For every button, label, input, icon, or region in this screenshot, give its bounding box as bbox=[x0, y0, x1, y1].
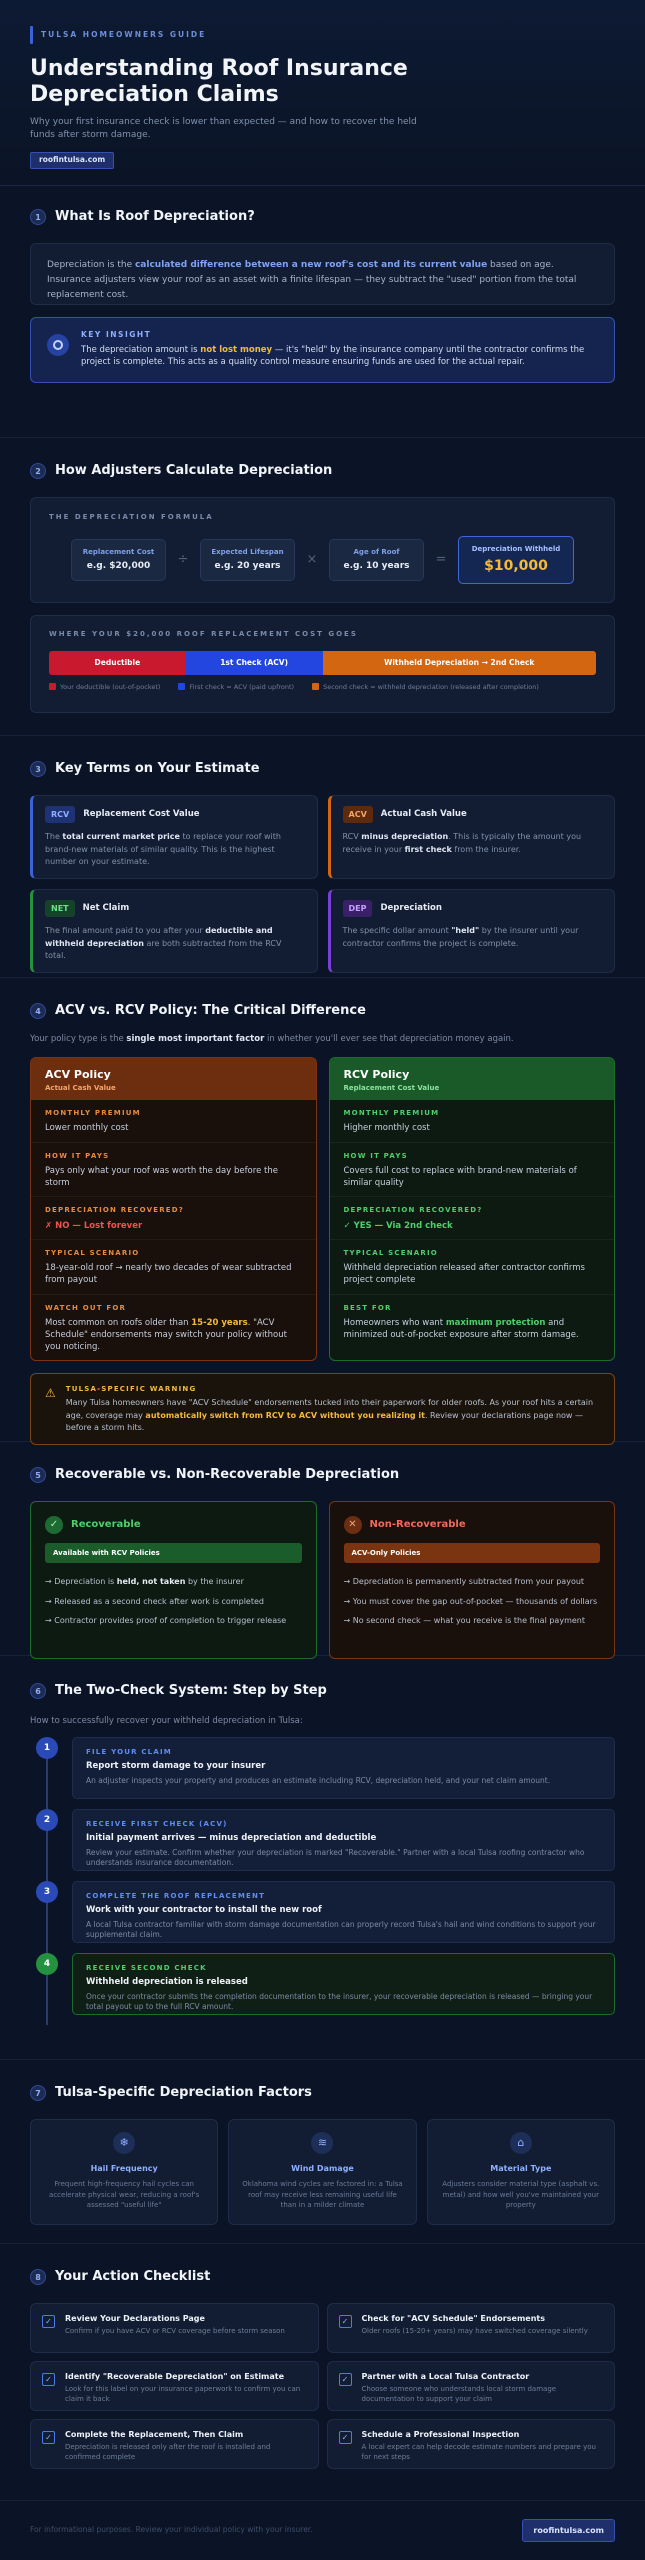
key-insight-card bbox=[30, 317, 615, 383]
term-card-acv bbox=[328, 795, 616, 879]
section-recoverable bbox=[0, 1442, 645, 1656]
formula-replacement-cost: Replacement Cost e.g. $20,000 bbox=[71, 539, 166, 581]
list-item: → Depreciation is held, not taken by the insurer bbox=[45, 1576, 244, 1586]
term-text: RCV minus depreciation. This is typically the amount you receive in your first check from the insurer. bbox=[342, 832, 582, 854]
factor-text: Adjusters consider material type (asphalt vs. metal) and how well you've maintained your property bbox=[442, 2180, 600, 2209]
page-title: Understanding Roof Insurance Depreciation Claims bbox=[30, 56, 408, 107]
checklist-item[interactable]: ✓ Partner with a Local Tulsa Contractor Choose someone who understands local storm damage documentation to support your claim bbox=[327, 2361, 616, 2411]
section-title: How Adjusters Calculate Depreciation bbox=[55, 463, 333, 478]
policy-row: TYPICAL SCENARIO 18-year-old roof → nearly two decades of wear subtracted from payout bbox=[31, 1240, 316, 1295]
recoverable-comparison bbox=[30, 1501, 615, 1659]
divide-operator: ÷ bbox=[177, 551, 189, 567]
policy-row: MONTHLY PREMIUM Lower monthly cost bbox=[31, 1100, 316, 1142]
factor-text: Oklahoma wind cycles are factored in: a Tulsa roof may receive less remaining useful life than in a milder climate bbox=[242, 2180, 403, 2209]
section-number: 4 bbox=[30, 1003, 46, 1019]
section-title: Recoverable vs. Non-Recoverable Depreciation bbox=[55, 1467, 400, 1482]
section-number: 5 bbox=[30, 1467, 46, 1483]
checkbox-icon[interactable]: ✓ bbox=[339, 2373, 352, 2386]
recoverable-card bbox=[30, 1501, 317, 1659]
term-badge: NET bbox=[45, 900, 75, 918]
factors-grid bbox=[30, 2119, 615, 2225]
policy-row: HOW IT PAYS Pays only what your roof was worth the day before the storm bbox=[31, 1143, 316, 1198]
checkbox-icon[interactable]: ✓ bbox=[42, 2431, 55, 2444]
x-icon: ✕ bbox=[344, 1516, 362, 1534]
card-tag: Available with RCV Policies bbox=[45, 1543, 302, 1563]
card-list bbox=[45, 1572, 302, 1631]
section-key-terms bbox=[0, 736, 645, 978]
checklist-item[interactable]: ✓ Complete the Replacement, Then Claim Depreciation is released only after the roof is installed and confirmed complete bbox=[30, 2419, 319, 2469]
terms-grid bbox=[30, 795, 615, 973]
checkbox-icon[interactable]: ✓ bbox=[42, 2315, 55, 2328]
section-title: What Is Roof Depreciation? bbox=[55, 209, 255, 224]
step-number: 2 bbox=[36, 1809, 58, 1831]
section-title: ACV vs. RCV Policy: The Critical Difference bbox=[55, 1003, 366, 1018]
footer-site-link[interactable]: roofintulsa.com bbox=[522, 2519, 615, 2543]
list-item: → You must cover the gap out-of-pocket — thousands of dollars bbox=[343, 1596, 598, 1606]
warning-text: Many Tulsa homeowners have "ACV Schedule" endorsements tucked into their paperwork for older roofs. As your roof hits a certain age, coverage may automatically switch from RCV to ACV without you realizing it. Review your declarations page now — before a storm hits. bbox=[65, 1398, 594, 1433]
legend-item: Your deductible (out-of-pocket) bbox=[49, 683, 160, 692]
step-item bbox=[30, 1953, 615, 2015]
checkbox-icon[interactable]: ✓ bbox=[339, 2315, 352, 2328]
checkbox-icon[interactable]: ✓ bbox=[339, 2431, 352, 2444]
section-header bbox=[30, 462, 615, 481]
term-text: The specific dollar amount "held" by the insurer until your contractor confirms the project is complete. bbox=[342, 926, 579, 948]
rcv-policy-card bbox=[329, 1057, 616, 1361]
term-card-dep bbox=[328, 889, 616, 973]
policy-subtitle: Replacement Cost Value bbox=[343, 1084, 440, 1093]
section-action-checklist bbox=[0, 2244, 645, 2474]
intro-highlight: calculated difference between a new roof's cost and its current value bbox=[134, 259, 488, 270]
list-item: → Depreciation is permanently subtracted from your payout bbox=[343, 1576, 585, 1586]
policy-title: ACV Policy bbox=[45, 1068, 111, 1082]
formula-result: Depreciation Withheld $10,000 bbox=[458, 536, 574, 584]
step-number: 3 bbox=[36, 1881, 58, 1903]
formula-card bbox=[30, 497, 615, 603]
factor-title: Wind Damage bbox=[291, 2163, 354, 2173]
house-icon: ⌂ bbox=[510, 2132, 532, 2154]
intro-text-end: based on age. Insurance adjusters view your roof as an asset with a finite lifespan — they subtract the "used" portion from the total replacement cost. bbox=[47, 259, 577, 300]
segment-first-check: 1st Check (ACV) bbox=[186, 651, 323, 675]
checkbox-icon[interactable]: ✓ bbox=[42, 2373, 55, 2386]
section-header bbox=[30, 760, 615, 779]
footer-disclaimer: For informational purposes. Review your individual policy with your insurer. bbox=[30, 2525, 313, 2535]
section-number: 7 bbox=[30, 2085, 46, 2101]
section-title: Key Terms on Your Estimate bbox=[55, 761, 260, 776]
policy-subtitle: Actual Cash Value bbox=[45, 1084, 116, 1093]
term-badge: DEP bbox=[343, 900, 373, 918]
list-item: → No second check — what you receive is the final payment bbox=[343, 1616, 585, 1626]
policy-comparison bbox=[30, 1057, 615, 1361]
card-list bbox=[344, 1572, 601, 1631]
step-card: COMPLETE THE ROOF REPLACEMENT Work with your contractor to install the new roof A local Tulsa contractor familiar with storm damage documentation can properly record Tulsa's hail and wind conditions to support your supplemental claim. bbox=[72, 1881, 615, 1943]
policy-row: MONTHLY PREMIUM Higher monthly cost bbox=[330, 1100, 615, 1142]
term-title: Net Claim bbox=[82, 903, 130, 914]
kicker bbox=[30, 26, 615, 44]
factor-title: Hail Frequency bbox=[90, 2163, 158, 2173]
step-card: RECEIVE SECOND CHECK Withheld depreciation is released Once your contractor submits the completion documentation to the insurer, your recoverable depreciation is released — bringing your total payout up to the full RCV amount. bbox=[72, 1953, 615, 2015]
section-description: How to successfully recover your withheld depreciation in Tulsa: bbox=[30, 1715, 303, 1726]
section-header bbox=[30, 1682, 615, 1701]
section-header bbox=[30, 208, 615, 227]
acv-policy-card bbox=[30, 1057, 317, 1361]
policy-header bbox=[31, 1058, 316, 1100]
factor-title: Material Type bbox=[490, 2163, 552, 2173]
page-subtitle: Why your first insurance check is lower than expected — and how to recover the held funds after storm damage. bbox=[30, 116, 417, 141]
policy-row: HOW IT PAYS Covers full cost to replace with brand-new materials of similar quality bbox=[330, 1143, 615, 1198]
section-number: 8 bbox=[30, 2269, 46, 2285]
term-text: The total current market price to replace your roof with brand-new materials of similar quality. This is the highest number on your estimate. bbox=[45, 832, 281, 867]
legend-item: First check = ACV (paid upfront) bbox=[178, 683, 294, 692]
term-badge: RCV bbox=[45, 806, 75, 824]
warning-title: TULSA-SPECIFIC WARNING bbox=[65, 1385, 197, 1394]
split-caption: WHERE YOUR $20,000 ROOF REPLACEMENT COST GOES bbox=[49, 629, 358, 638]
policy-row: WATCH OUT FOR Most common on roofs older than 15-20 years. "ACV Schedule" endorsements may switch your policy without you noticing. bbox=[45, 1303, 287, 1353]
split-legend bbox=[49, 683, 596, 692]
step-item bbox=[30, 1809, 615, 1871]
step-number: 1 bbox=[36, 1737, 58, 1759]
term-badge: ACV bbox=[343, 806, 373, 824]
section-title: The Two-Check System: Step by Step bbox=[55, 1683, 327, 1698]
intro-card bbox=[30, 243, 615, 305]
formula-expected-lifespan: Expected Lifespan e.g. 20 years bbox=[200, 539, 295, 581]
kicker-bar bbox=[30, 26, 33, 44]
wind-icon: ≋ bbox=[311, 2132, 333, 2154]
section-title: Tulsa-Specific Depreciation Factors bbox=[55, 2085, 312, 2100]
cost-split-card bbox=[30, 615, 615, 713]
card-tag: ACV-Only Policies bbox=[344, 1543, 601, 1563]
term-card-rcv bbox=[30, 795, 318, 879]
step-number: 4 bbox=[36, 1953, 58, 1975]
tulsa-warning-card bbox=[30, 1373, 615, 1445]
term-card-net bbox=[30, 889, 318, 973]
checklist-item[interactable]: ✓ Check for "ACV Schedule" Endorsements Older roofs (15-20+ years) may have switched coverage silently bbox=[327, 2303, 616, 2353]
policy-row: DEPRECIATION RECOVERED? ✓ YES — Via 2nd check bbox=[330, 1197, 615, 1239]
section-header bbox=[30, 2268, 615, 2287]
section-description: Your policy type is the single most important factor in whether you'll ever see that depreciation money again. bbox=[30, 1033, 514, 1044]
equals-operator: = bbox=[435, 551, 447, 567]
multiply-operator: × bbox=[306, 551, 318, 567]
section-title: Your Action Checklist bbox=[55, 2269, 211, 2284]
term-title: Actual Cash Value bbox=[380, 809, 467, 820]
factor-card-material bbox=[427, 2119, 615, 2225]
section-tulsa-factors bbox=[0, 2060, 645, 2244]
step-item bbox=[30, 1881, 615, 1943]
checklist-item[interactable]: ✓ Identify "Recoverable Depreciation" on Estimate Look for this label on your insurance paperwork to confirm you can claim it back bbox=[30, 2361, 319, 2411]
step-item bbox=[30, 1737, 615, 1799]
section-number: 2 bbox=[30, 463, 46, 479]
hero-header bbox=[0, 0, 645, 186]
section-acv-vs-rcv bbox=[0, 978, 645, 1442]
policy-title: RCV Policy bbox=[343, 1068, 410, 1082]
insight-text: The depreciation amount is not lost money — it's "held" by the insurance company until the contractor confirms the project is complete. This acts as a quality control measure ensuring funds are used for the actual repair. bbox=[81, 344, 585, 368]
non-recoverable-card bbox=[329, 1501, 616, 1659]
factor-card-hail bbox=[30, 2119, 218, 2225]
term-text: The final amount paid to you after your deductible and withheld depreciation are both subtracted from the RCV total. bbox=[45, 926, 282, 961]
card-title: Non-Recoverable bbox=[369, 1518, 466, 1530]
policy-row: TYPICAL SCENARIO Withheld depreciation released after contractor confirms project complete bbox=[330, 1240, 615, 1295]
term-title: Replacement Cost Value bbox=[83, 809, 200, 820]
formula-row bbox=[49, 536, 596, 584]
step-card: FILE YOUR CLAIM Report storm damage to your insurer An adjuster inspects your property and produces an estimate including RCV, depreciation held, and your net claim amount. bbox=[72, 1737, 615, 1799]
steps-timeline bbox=[30, 1737, 615, 2015]
section-header bbox=[30, 1466, 615, 1485]
hail-icon: ❄ bbox=[113, 2132, 135, 2154]
site-link[interactable]: roofintulsa.com bbox=[30, 152, 114, 169]
section-header bbox=[30, 2084, 615, 2103]
section-number: 6 bbox=[30, 1683, 46, 1699]
lightbulb-icon bbox=[47, 334, 69, 356]
step-card: RECEIVE FIRST CHECK (ACV) Initial payment arrives — minus depreciation and deductible Review your estimate. Confirm whether your depreciation is marked "Recoverable." Partner with a local Tulsa roofing contractor who understands insurance documentation. bbox=[72, 1809, 615, 1871]
page-footer bbox=[0, 2500, 645, 2560]
section-two-check-system bbox=[0, 1656, 645, 2060]
policy-header bbox=[330, 1058, 615, 1100]
card-title: Recoverable bbox=[71, 1518, 141, 1530]
factor-text: Frequent high-frequency hail cycles can accelerate physical wear, reducing a roof's assessed "useful life" bbox=[49, 2180, 200, 2209]
cost-split-bar bbox=[49, 651, 596, 675]
segment-withheld: Withheld Depreciation → 2nd Check bbox=[323, 651, 597, 675]
list-item: → Released as a second check after work is completed bbox=[45, 1596, 264, 1606]
checklist-item[interactable]: ✓ Review Your Declarations Page Confirm if you have ACV or RCV coverage before storm season bbox=[30, 2303, 319, 2353]
factor-card-wind bbox=[228, 2119, 416, 2225]
intro-text: Depreciation is the bbox=[47, 259, 135, 270]
warning-icon: ⚠ bbox=[45, 1386, 56, 1401]
kicker-text: TULSA HOMEOWNERS GUIDE bbox=[41, 29, 207, 39]
formula-age-of-roof: Age of Roof e.g. 10 years bbox=[329, 539, 424, 581]
section-number: 3 bbox=[30, 761, 46, 777]
checklist-item[interactable]: ✓ Schedule a Professional Inspection A local expert can help decode estimate numbers and prepare you for next steps bbox=[327, 2419, 616, 2469]
segment-deductible: Deductible bbox=[49, 651, 186, 675]
checklist-grid bbox=[30, 2303, 615, 2469]
policy-row: DEPRECIATION RECOVERED? ✗ NO — Lost forever bbox=[31, 1197, 316, 1239]
list-item: → Contractor provides proof of completion to trigger release bbox=[45, 1616, 287, 1626]
legend-item: Second check = withheld depreciation (released after completion) bbox=[312, 683, 539, 692]
formula-caption: THE DEPRECIATION FORMULA bbox=[49, 512, 214, 521]
insight-title: KEY INSIGHT bbox=[81, 329, 152, 339]
section-header bbox=[30, 1002, 615, 1021]
term-title: Depreciation bbox=[380, 903, 442, 914]
section-adjuster-calculation bbox=[0, 438, 645, 736]
section-number: 1 bbox=[30, 209, 46, 225]
section-what-is-depreciation bbox=[0, 186, 645, 438]
policy-row: BEST FOR Homeowners who want maximum protection and minimized out-of-pocket exposure after storm damage. bbox=[343, 1303, 579, 1341]
check-icon: ✓ bbox=[45, 1516, 63, 1534]
